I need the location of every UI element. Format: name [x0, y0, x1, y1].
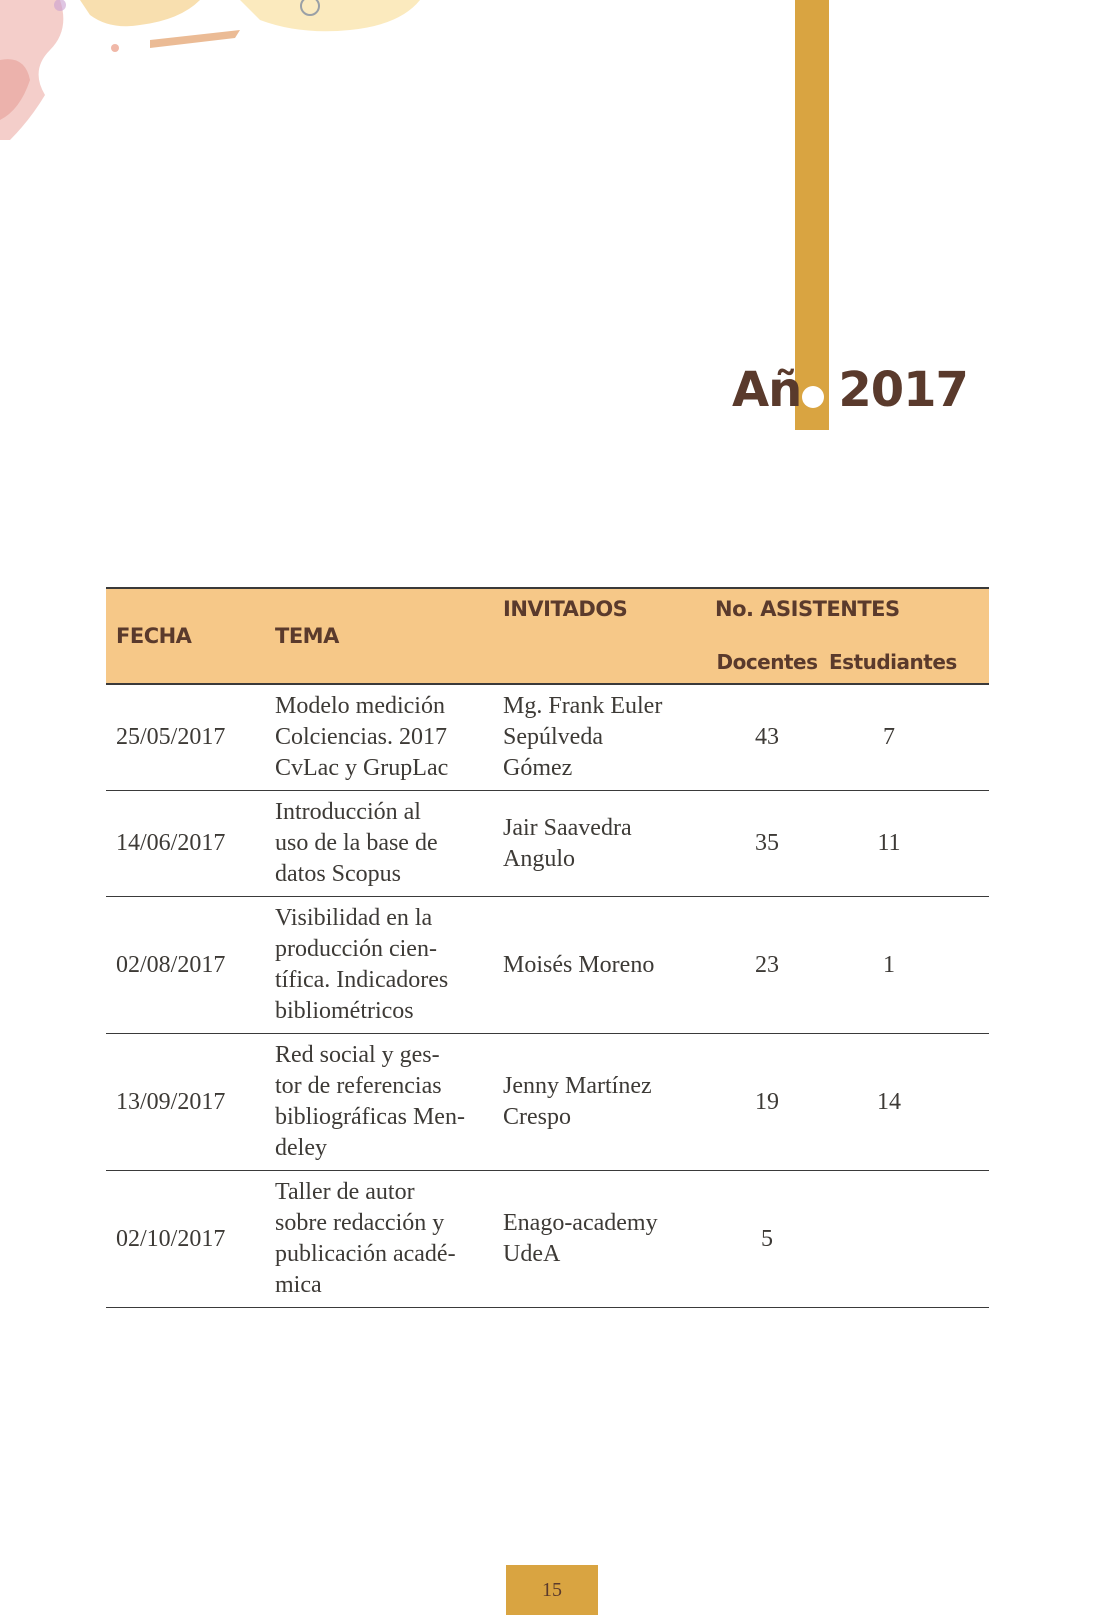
cell-invitados-line: UdeA	[503, 1241, 561, 1267]
cell-tema	[265, 1034, 493, 1171]
cell-invitados-line: Sepúlveda	[503, 724, 603, 750]
cell-invitados-line: Enago-academy	[503, 1210, 658, 1236]
cell-docentes: 5	[761, 1225, 773, 1252]
header-tema: TEMA	[275, 624, 339, 648]
table-row	[106, 684, 989, 791]
header-estudiantes: Estudiantes	[829, 650, 957, 674]
cell-invitados	[493, 684, 705, 791]
cell-tema-line: tor de referencias	[275, 1073, 442, 1099]
cell-tema-line: uso de la base de	[275, 830, 438, 856]
cell-tema	[265, 897, 493, 1034]
header-invitados-spacer	[493, 641, 705, 684]
cell-docentes: 19	[755, 1088, 779, 1115]
cell-tema-line: bibliográficas Men-	[275, 1104, 465, 1130]
table-row	[106, 791, 989, 897]
cell-fecha: 02/10/2017	[116, 1225, 226, 1252]
cell-tema-line: CvLac y GrupLac	[275, 755, 449, 781]
header-asistentes: No. ASISTENTES	[715, 597, 900, 621]
cell-tema-line: producción cien-	[275, 936, 437, 962]
title-year: 2017	[838, 362, 968, 418]
cell-tema-line: mica	[275, 1272, 322, 1298]
cell-docentes: 35	[755, 830, 779, 856]
cell-invitados	[493, 791, 705, 897]
page-title	[732, 362, 968, 418]
cell-docentes: 23	[755, 951, 779, 978]
cell-tema-line: datos Scopus	[275, 861, 401, 887]
cell-invitados-line: Moisés Moreno	[503, 951, 655, 978]
cell-tema-line: bibliométricos	[275, 998, 414, 1024]
cell-tema-line: Taller de autor	[275, 1179, 415, 1205]
cell-invitados-line: Crespo	[503, 1104, 571, 1130]
cell-fecha: 13/09/2017	[116, 1088, 226, 1115]
cell-invitados	[493, 897, 705, 1034]
table-header	[106, 588, 989, 684]
cell-fecha: 02/08/2017	[116, 951, 226, 978]
paint-splash-decoration	[0, 0, 440, 150]
cell-estudiantes	[829, 1171, 989, 1308]
sessions-table-container	[106, 587, 989, 1308]
cell-tema-line: Introducción al	[275, 799, 421, 825]
cell-tema-line: deley	[275, 1135, 327, 1161]
header-fecha: FECHA	[116, 624, 192, 648]
cell-tema-line: Red social y ges-	[275, 1042, 440, 1068]
cell-tema-line: sobre redacción y	[275, 1210, 445, 1236]
title-o-ring	[802, 386, 824, 408]
cell-invitados-line: Angulo	[503, 845, 575, 872]
cell-tema	[265, 684, 493, 791]
cell-invitados-line: Jenny Martínez	[503, 1073, 652, 1099]
cell-invitados	[493, 1171, 705, 1308]
cell-tema	[265, 1171, 493, 1308]
cell-tema-line: Modelo medición	[275, 693, 445, 719]
cell-estudiantes: 11	[877, 830, 901, 856]
table-body	[106, 684, 989, 1308]
cell-fecha: 14/06/2017	[116, 830, 226, 856]
cell-fecha: 25/05/2017	[116, 724, 226, 750]
cell-estudiantes: 7	[883, 724, 895, 750]
table-row	[106, 1171, 989, 1308]
sessions-table	[106, 587, 989, 1308]
page-number: 15	[506, 1565, 598, 1615]
table-row	[106, 1034, 989, 1171]
header-docentes: Docentes	[716, 650, 818, 674]
title-label: Añ	[732, 362, 802, 418]
cell-tema-line: publicación acadé-	[275, 1241, 456, 1267]
cell-invitados-line: Jair Saavedra	[503, 814, 632, 841]
cell-tema-line: tífica. Indicadores	[275, 967, 449, 993]
cell-tema-line: Colciencias. 2017	[275, 724, 447, 750]
cell-tema-line: Visibilidad en la	[275, 905, 433, 931]
cell-invitados-line: Mg. Frank Euler	[503, 693, 663, 719]
cell-docentes: 43	[755, 724, 779, 750]
header-invitados: INVITADOS	[503, 597, 628, 621]
cell-estudiantes: 1	[883, 951, 895, 978]
table-row	[106, 897, 989, 1034]
cell-invitados-line: Gómez	[503, 755, 573, 781]
cell-estudiantes: 14	[877, 1088, 901, 1115]
cell-invitados	[493, 1034, 705, 1171]
cell-tema	[265, 791, 493, 897]
